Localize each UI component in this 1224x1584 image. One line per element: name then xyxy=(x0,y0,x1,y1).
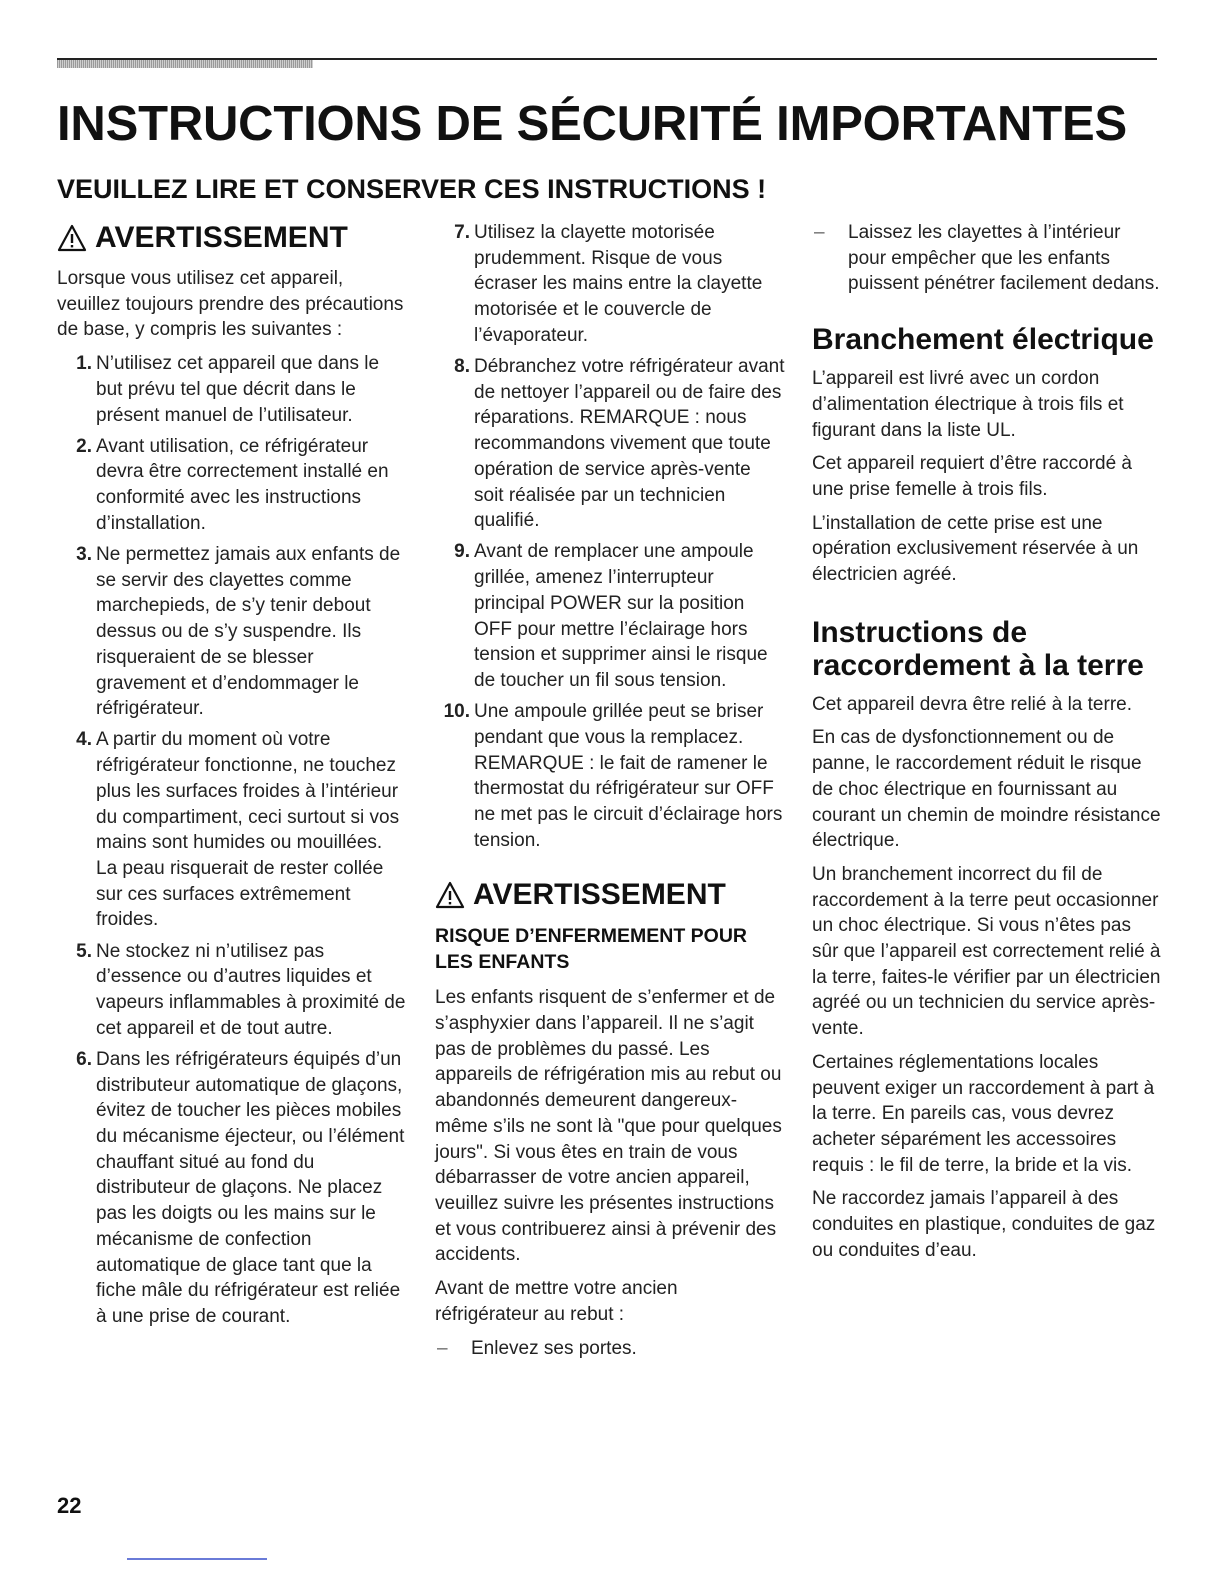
page-subtitle: VEUILLEZ LIRE ET CONSERVER CES INSTRUCTIONS ! xyxy=(57,174,767,204)
list-item: 2. Avant utilisation, ce réfrigérateur devra être correctement installé en conformité avec les instructions d’installation. xyxy=(76,435,389,534)
grounding-paragraph: Ne raccordez jamais l’appareil à des conduites en plastique, conduites de gaz ou conduites d’eau. xyxy=(812,1188,1156,1261)
grounding-paragraph: Un branchement incorrect du fil de raccordement à la terre peut occasionner un choc électrique. Si vous n’êtes pas sûr que l’appareil est correctement relié à la terre, faites-le vérifier par un électricien agréé ou un technicien du service après-vente. xyxy=(812,863,1161,1040)
list-item: 3. Ne permettez jamais aux enfants de se servir des clayettes comme marchepieds, de s’y tenir debout dessus ou de s’y suspendre. Ils risqueraient de se blesser gravement et d’endommager le réfrigérateur. xyxy=(76,544,401,720)
warning-heading-2 xyxy=(435,877,785,913)
list-item: 5. Ne stockez ni n’utilisez pas d’essence ou d’autres liquides et vapeurs inflammables à proximité de cet appareil et de tout autre. xyxy=(76,940,406,1039)
disposal-paragraph: Avant de mettre votre ancien réfrigérateur au rebut : xyxy=(435,1278,678,1325)
bottom-rule xyxy=(127,1558,267,1560)
entrapment-subheading: RISQUE D’ENFERMEMENT POUR LES ENFANTS xyxy=(435,925,748,974)
column-3 xyxy=(812,220,1162,1272)
entrapment-paragraph: Les enfants risquent de s’enfermer et de s’asphyxier dans l’appareil. Il ne s’agit pas de problèmes du passé. Les appareils de réfrigération mis au rebut ou abandonnés demeurent dangereux-même s’ils ne sont là "que pour quelques jours". Si vous êtes en train de vous débarrasser de votre ancien appareil, veuillez suivre les présentes instructions et vous contribuerez ainsi à prévenir des accidents. xyxy=(435,987,782,1266)
warning-triangle-icon xyxy=(57,224,87,252)
grounding-paragraph: Cet appareil devra être relié à la terre. xyxy=(812,693,1132,715)
warning-triangle-icon xyxy=(435,881,465,909)
section-grounding-title: Instructions de raccordement à la terre xyxy=(812,615,1144,682)
list-item: 8. Débranchez votre réfrigérateur avant de nettoyer l’appareil ou de faire des réparations. REMARQUE : nous recommandons vivement que toute opération de service après-vente soit réalisée par un technicien qualifié. xyxy=(454,356,785,532)
grounding-paragraph: Certaines réglementations locales peuvent exiger un raccordement à part à la terre. En pareils cas, vous devrez acheter séparément les accessoires requis : le fil de terre, la bride et la vis. xyxy=(812,1051,1155,1176)
column-1 xyxy=(57,220,407,1335)
warning-title: AVERTISSEMENT xyxy=(95,221,348,254)
page-title: INSTRUCTIONS DE SÉCURITÉ IMPORTANTES xyxy=(57,97,1127,151)
dash-item-shelves: – Laissez les clayettes à l’intérieur pour empêcher que les enfants puissent pénétrer facilement dedans. xyxy=(814,222,1160,295)
electrical-paragraph: L’appareil est livré avec un cordon d’alimentation électrique à trois fils et figurant dans la liste UL. xyxy=(812,368,1124,441)
warning-intro: Lorsque vous utilisez cet appareil, veuillez toujours prendre des précautions de base, y compris les suivantes : xyxy=(57,268,404,341)
header-line xyxy=(57,58,1157,60)
page-number: 22 xyxy=(57,1493,82,1518)
safety-list-1 xyxy=(57,351,407,1330)
dash-item-remove-doors: – Enlevez ses portes. xyxy=(437,1337,637,1359)
electrical-paragraph: Cet appareil requiert d’être raccordé à une prise femelle à trois fils. xyxy=(812,453,1133,500)
electrical-paragraph: L’installation de cette prise est une opération exclusivement réservée à un électricien agréé. xyxy=(812,512,1139,586)
list-item: 7. Utilisez la clayette motorisée prudemment. Risque de vous écraser les mains entre la clayette motorisée et le couvercle de l’évaporateur. xyxy=(454,222,763,346)
column-2 xyxy=(435,220,785,1361)
warning-heading xyxy=(57,220,407,256)
safety-list-2 xyxy=(435,220,785,853)
header-rule xyxy=(57,56,1157,68)
list-item: 10. Une ampoule grillée peut se briser pendant que vous la remplacez. REMARQUE : le fait de ramener le thermostat du réfrigérateur sur OFF ne met pas le circuit d’éclairage hors tension. xyxy=(443,701,783,851)
section-electrical-title: Branchement électrique xyxy=(812,323,1154,357)
list-item: 6. Dans les réfrigérateurs équipés d’un distributeur automatique de glaçons, évitez de toucher les pièces mobiles du mécanisme éjecteur, ou l’élément chauffant situé au fond du distributeur de glaçons. Ne placez pas les doigts ou les mains sur le mécanisme de confection automatique de glace tant que la fiche mâle du réfrigérateur est reliée à une prise de courant. xyxy=(76,1048,405,1327)
list-item: 1. N’utilisez cet appareil que dans le but prévu tel que décrit dans le présent manuel de l’utilisateur. xyxy=(76,353,380,426)
list-item: 9. Avant de remplacer une ampoule grillée, amenez l’interrupteur principal POWER sur la position OFF pour mettre l’éclairage hors tension et supprimer ainsi le risque de toucher un fil sous tension. xyxy=(454,541,768,691)
warning-title-2: AVERTISSEMENT xyxy=(473,878,726,912)
list-item: 4. A partir du moment où votre réfrigérateur fonctionne, ne touchez plus les surfaces froides à l’intérieur du compartiment, ceci surtout si vos mains sont humides ou mouillées. La peau risquerait de rester collée sur ces surfaces extrêmement froides. xyxy=(76,729,400,931)
grounding-paragraph: En cas de dysfonctionnement ou de panne, le raccordement réduit le risque de choc électrique en fournissant au courant un chemin de moindre résistance électrique. xyxy=(812,727,1161,852)
